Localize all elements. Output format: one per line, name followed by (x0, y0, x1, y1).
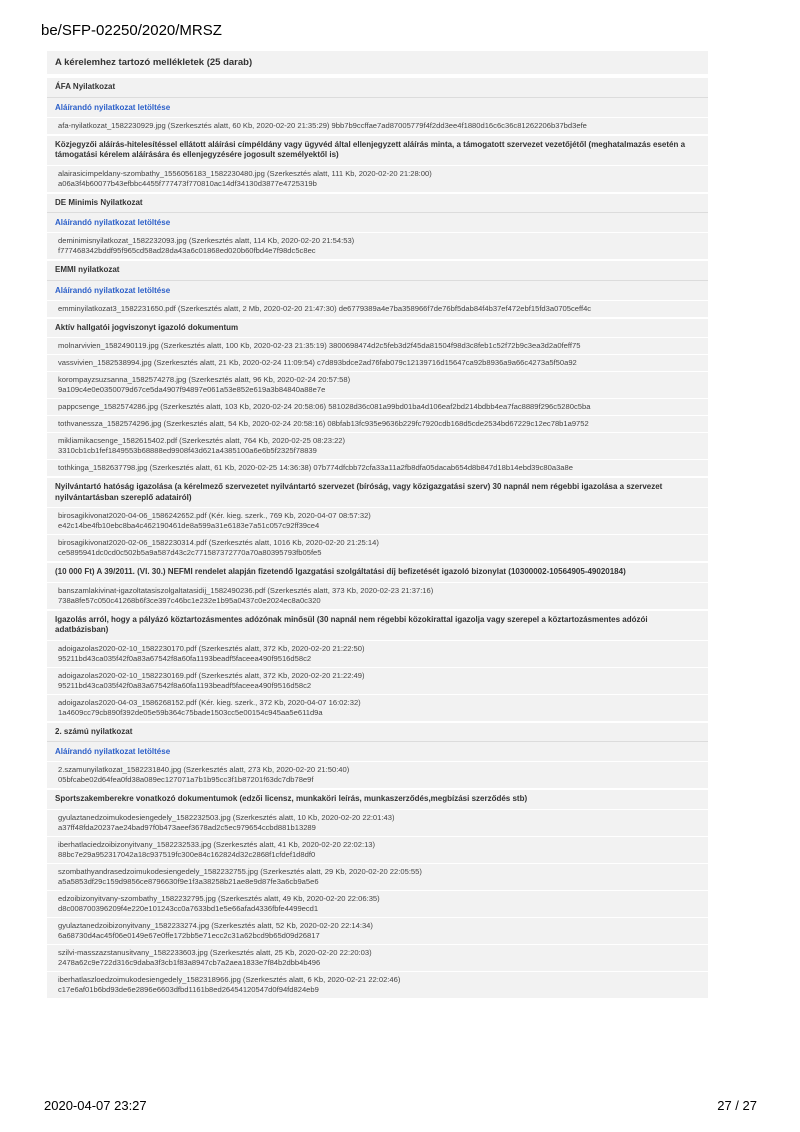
file-entry: adoigazolas2020-02-10_1582230169.pdf (Szerkesztés alatt, 372 Kb, 2020-02-20 21:22:49) 95211bd43ca035f42f0a83a67542f8a60fa1193beadf5faceea490f9516d58c2 (47, 667, 708, 694)
document-id: be/SFP-02250/2020/MRSZ (41, 22, 222, 39)
file-entry: szilvi-masszazstanusitvany_1582233603.jpg (Szerkesztés alatt, 25 Kb, 2020-02-20 22:20:03) 2478a62c9e722d316c9daba3f3cb1f83a8947cb7a2aea1833e7f84b2dbb4b496 (47, 944, 708, 971)
attachment-section (47, 611, 708, 721)
file-entry: iberhatlaszloedzoimukodesiengedely_1582318966.jpg (Szerkesztés alatt, 6 Kb, 2020-02-21 22:02:46) c17e6af01b6bd93de6e2896e6603dfbd1161b8ed26454120547d0f94fd824eb9 (47, 971, 708, 998)
attachment-section (47, 563, 708, 609)
file-entry: mikliamikacsenge_1582615402.pdf (Szerkesztés alatt, 764 Kb, 2020-02-25 08:23:22) 3310cb1cb1fef1849553b68888ed9908f43d621a4385100a6e6b5f2325f78839 (47, 432, 708, 459)
file-entry: iberhatlaciedzoibizonyitvany_1582232533.jpg (Szerkesztés alatt, 41 Kb, 2020-02-20 22:02:13) 88bc7e29a952317042a18c937519fc300e84c162824d32c2868f1cfdef1d8df0 (47, 836, 708, 863)
file-entry: deminimisnyilatkozat_1582232093.jpg (Szerkesztés alatt, 114 Kb, 2020-02-20 21:54:53) f777468342bddf95f965cd58ad28da43a6c01868ed020b60fbd4e7f98dc5c8ec (47, 232, 708, 259)
attachment-section (47, 319, 708, 477)
attachments-header: A kérelemhez tartozó mellékletek (25 darab) (47, 51, 708, 74)
attachment-section (47, 136, 708, 192)
file-entry: alairasicimpeldany-szombathy_1556056183_1582230480.jpg (Szerkesztés alatt, 111 Kb, 2020-02-20 21:28:00) a06a3f4b60077b43efbbc4455f777473f770810ac14df34130d3877e4725319b (47, 165, 708, 192)
file-entry: molnarvivien_1582490119.jpg (Szerkesztés alatt, 100 Kb, 2020-02-23 21:35:19) 3800698474d2c5feb3d2f45da81504f98d3c8feb1c52f72b9c3ea3d2a0feff75 (47, 337, 708, 354)
file-entry: gyulaztanedzoimukodesiengedely_1582232503.jpg (Szerkesztés alatt, 10 Kb, 2020-02-20 22:01:43) a37ff48fda20237ae24bad97f0b473aeef3678ad2c5ec979654ccbd881b13289 (47, 809, 708, 836)
attachment-section (47, 790, 708, 998)
page-number: 27 / 27 (717, 1098, 757, 1113)
section-title: Aktív hallgatói jogviszonyt igazoló dokumentum (47, 319, 708, 338)
file-entry: vassvivien_1582538994.jpg (Szerkesztés alatt, 21 Kb, 2020-02-24 11:09:54) c7d893bdce2ad76fab079c12139716d15647ca92b8936a9a66c4273a5f50a92 (47, 354, 708, 371)
file-entry: afa-nyilatkozat_1582230929.jpg (Szerkesztés alatt, 60 Kb, 2020-02-20 21:35:29) 9bb7b9ccffae7ad87005779f4f2dd3ee4f1880d16c6c36c81262206b37bd3efe (47, 117, 708, 134)
attachment-sections (47, 78, 708, 998)
attachment-section (47, 78, 708, 134)
file-entry: birosagikivonat2020-02-06_1582230314.pdf (Szerkesztés alatt, 1016 Kb, 2020-02-20 21:25:14) ce5895941dc0cd0c502b5a9a587d43c2c771587372770a70a80395793fb05fe5 (47, 534, 708, 561)
download-statement-link[interactable]: Aláírandó nyilatkozat letöltése (47, 97, 708, 117)
attachment-section (47, 194, 708, 260)
file-entry: emminyilatkozat3_1582231650.pdf (Szerkesztés alatt, 2 Mb, 2020-02-20 21:47:30) de6779389a4e7ba358966f7de76bf5dab84f4b37ef472ebf15fd3a0705ceff4c (47, 300, 708, 317)
section-title: Nyilvántartó hatóság igazolása (a kérelmező szervezetet nyilvántartó szervezet (bíróság, vagy közigazgatási szerv) 30 napnál nem régebbi igazolása a szervezet nyilvántartásban szereplő adatairól) (47, 478, 708, 507)
section-title: 2. számú nyilatkozat (47, 723, 708, 742)
download-statement-link[interactable]: Aláírandó nyilatkozat letöltése (47, 212, 708, 232)
section-title: (10 000 Ft) A 39/2011. (VI. 30.) NEFMI rendelet alapján fizetendő Igazgatási szolgáltatási díj befizetését igazoló bizonylat (10300002-10564905-49020184) (47, 563, 708, 582)
file-entry: tothkinga_1582637798.jpg (Szerkesztés alatt, 61 Kb, 2020-02-25 14:36:38) 07b774dfcbb72cfa33a11a2fb8dfa05dacab654d8b847d18b14ebd39c80a3a8e (47, 459, 708, 476)
file-entry: gyulaztanedzoibizonyitvany_1582233274.jpg (Szerkesztés alatt, 52 Kb, 2020-02-20 22:14:34) 6a68730d4ac45f06e0149e67e0ffe172bb5e71ecc2c31a62bcd9b65d09d26817 (47, 917, 708, 944)
file-entry: szombathyandrasedzoimukodesiengedely_1582232755.jpg (Szerkesztés alatt, 29 Kb, 2020-02-20 22:05:55) a5a5853df29c159d9856ce8796630f9e1f3a38258b21ae8e9d87fe3a6cb9a5e6 (47, 863, 708, 890)
file-entry: banszamlakivinat-igazoltatasiszolgaltatasidij_1582490236.pdf (Szerkesztés alatt, 373 Kb, 2020-02-23 21:37:16) 738a8fe57c050c41268b6f3ce397c46bc1e232e1b95a0437c0e2024ec8a0c320 (47, 582, 708, 609)
file-entry: 2.szamunyilatkozat_1582231840.jpg (Szerkesztés alatt, 273 Kb, 2020-02-20 21:50:40) 05bfcabe02d64fea0fd38a089ec127071a7b1b95cc3f1b87201f63dc7db78e9f (47, 761, 708, 788)
download-statement-link[interactable]: Aláírandó nyilatkozat letöltése (47, 280, 708, 300)
section-title: ÁFA Nyilatkozat (47, 78, 708, 97)
file-entry: edzoibizonyitvany-szombathy_1582232795.jpg (Szerkesztés alatt, 49 Kb, 2020-02-20 22:06:35) d8c008700396209f4e220e101243cc0a7633bd1e5e66afad4336fbfe4499ecd1 (47, 890, 708, 917)
attachment-section (47, 478, 708, 561)
file-entry: korompayzsuzsanna_1582574278.jpg (Szerkesztés alatt, 96 Kb, 2020-02-24 20:57:58) 9a109c4e0e0350079d67ce5da4907f94897e061a53e852e619a3b84840a88e7e (47, 371, 708, 398)
file-entry: birosagikivonat2020-04-06_1586242652.pdf (Kér. kieg. szerk., 769 Kb, 2020-04-07 08:57:32) e42c14be4fb10ebc8ba4c462190461de8a599a31e6183e7a51c057c92ff39ce4 (47, 507, 708, 534)
file-entry: pappcsenge_1582574286.jpg (Szerkesztés alatt, 103 Kb, 2020-02-24 20:58:06) 581028d36c081a99bd01ba4d106eaf2bd214bdbb4ea7fac8889f296c5280c5ba (47, 398, 708, 415)
file-entry: adoigazolas2020-04-03_1586268152.pdf (Kér. kieg. szerk., 372 Kb, 2020-04-07 16:02:32) 1a4609cc79cb890f392de05e59b364c75bade1503cc5e00154c945aa5e611d9a (47, 694, 708, 721)
file-entry: adoigazolas2020-02-10_1582230170.pdf (Szerkesztés alatt, 372 Kb, 2020-02-20 21:22:50) 95211bd43ca035f42f0a83a67542f8a60fa1193beadf5faceea490f9516d58c2 (47, 640, 708, 667)
section-title: Sportszakemberekre vonatkozó dokumentumok (edzői licensz, munkaköri leírás, munkaszerződés,megbízási szerződés stb) (47, 790, 708, 809)
section-title: Igazolás arról, hogy a pályázó köztartozásmentes adózónak minősül (30 napnál nem régebbi közokirattal igazolja vagy szerepel a köztartozásmentes adózói adatbázisban) (47, 611, 708, 640)
download-statement-link[interactable]: Aláírandó nyilatkozat letöltése (47, 741, 708, 761)
attachment-section (47, 261, 708, 317)
attachment-section (47, 723, 708, 789)
file-entry: tothvanessza_1582574296.jpg (Szerkesztés alatt, 54 Kb, 2020-02-24 20:58:16) 08bfab13fc935e9636b229fc7920cdb168d5cde2534bd67229c12ec78b1a9752 (47, 415, 708, 432)
footer-timestamp: 2020-04-07 23:27 (44, 1098, 147, 1113)
attachments-panel (47, 51, 708, 1000)
section-title: Közjegyzői aláírás-hitelesítéssel ellátott aláírási címpéldány vagy ügyvéd által ellenjegyzett aláírás minta, a támogatott szervezet vezetőjétől (meghatalmazás esetén a támogatási kérelem aláírására és ellenjegyzésére jogosult személyektől is) (47, 136, 708, 165)
section-title: EMMI nyilatkozat (47, 261, 708, 280)
section-title: DE Minimis Nyilatkozat (47, 194, 708, 213)
